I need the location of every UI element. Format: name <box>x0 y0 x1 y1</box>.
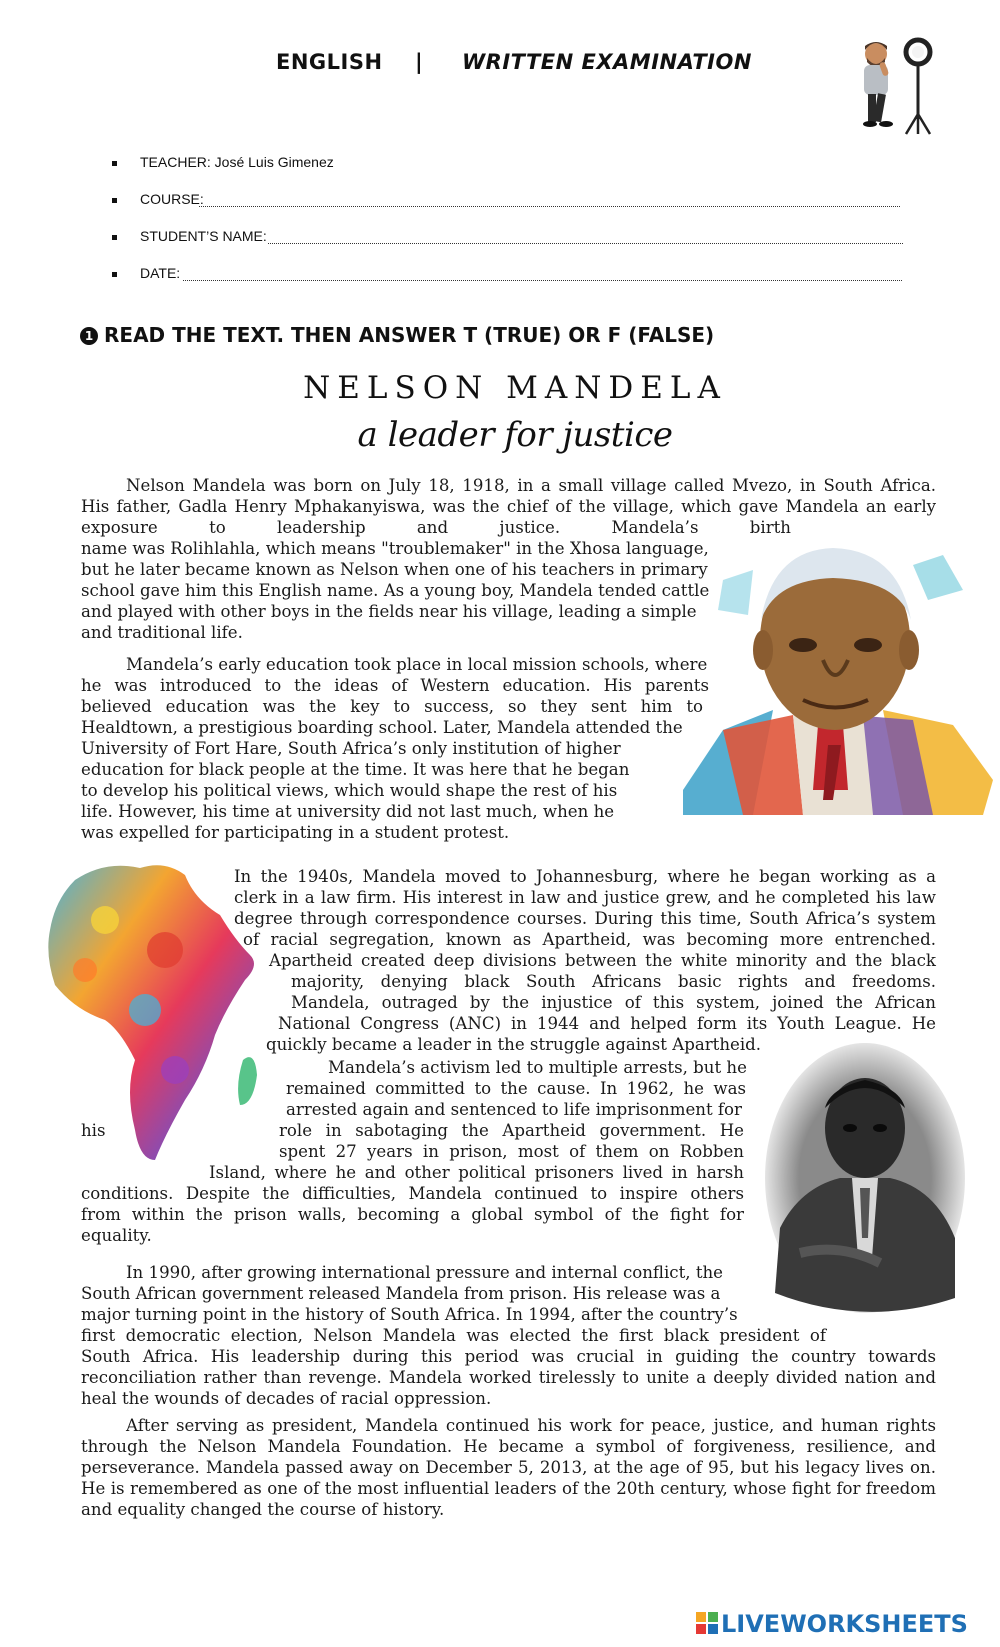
paragraph-4 <box>81 1057 746 1246</box>
student-name-blank-line[interactable] <box>268 235 903 244</box>
p2-line: University of Fort Hare, South Africa’s only institution of higher <box>81 739 621 758</box>
p5-line: South African government released Mandela from prison. His release was a <box>81 1284 721 1303</box>
teacher-field <box>112 154 912 195</box>
p2-line: education for black people at the time. It was here that he began <box>81 760 630 779</box>
p4-line: role in sabotaging the Apartheid government. He <box>279 1121 744 1140</box>
bullet-icon <box>112 161 117 166</box>
p2-line: to develop his political views, which would shape the rest of his <box>81 781 618 800</box>
paragraph-2 <box>81 654 721 843</box>
p1-line: name was Rolihlahla, which means "troublemaker" in the Xhosa language, <box>81 539 709 558</box>
student-info-list <box>112 154 912 306</box>
p5-line: major turning point in the history of South Africa. In 1994, after the country’s <box>81 1305 738 1324</box>
p2-line: Healdtown, a prestigious boarding school. Later, Mandela attended the <box>81 718 683 737</box>
p1-line: school gave him this English name. As a young boy, Mandela tended cattle <box>81 581 710 600</box>
p2-line: was expelled for participating in a student protest. <box>81 823 510 842</box>
p4-line: Mandela’s activism led to multiple arrests, but he <box>328 1058 747 1077</box>
p2-line: he was introduced to the ideas of Western education. His parents <box>81 676 709 695</box>
p4-line: from within the prison walls, becoming a global symbol of the fight for <box>81 1205 744 1224</box>
course-blank-line[interactable] <box>199 198 900 207</box>
p4-line-wrap <box>81 1120 746 1141</box>
bullet-icon <box>112 272 117 277</box>
paragraph-5 <box>81 1262 936 1409</box>
p3-line: quickly became a leader in the struggle against Apartheid. <box>266 1035 762 1054</box>
paragraph-1 <box>81 475 936 643</box>
p1-line: and traditional life. <box>81 623 243 642</box>
p1-line: but he later became known as Nelson when one of his teachers in primary <box>81 560 708 579</box>
liveworksheets-logo-icon <box>696 1612 718 1634</box>
student-name-label: STUDENT’S NAME: <box>140 228 267 244</box>
brand-name: LIVEWORKSHEETS <box>721 1610 968 1638</box>
p3-line: Mandela, outraged by the injustice of this system, joined the African <box>291 993 936 1012</box>
p2-line: life. However, his time at university did not last much, when he <box>81 802 615 821</box>
instruction-number: 1 <box>80 327 98 345</box>
paragraph-6 <box>81 1415 936 1520</box>
p5-line: In 1990, after growing international pressure and internal conflict, the <box>126 1263 723 1282</box>
p4-line: equality. <box>81 1226 152 1245</box>
p4-line: remained committed to the cause. In 1962, he was <box>286 1079 746 1098</box>
p5-line: first democratic election, Nelson Mandela was elected the first black president of <box>81 1326 826 1345</box>
student-name-field[interactable] <box>112 228 912 269</box>
p4-line: his <box>81 1121 106 1140</box>
p2-line: Mandela’s early education took place in local mission schools, where <box>126 655 708 674</box>
p3-line: In the 1940s, Mandela moved to Johannesburg, where he began working as a <box>234 867 936 886</box>
p1-line: Nelson Mandela was born on July 18, 1918, in a small village called Mvezo, in South Africa. <box>126 476 936 495</box>
p6-line: After serving as president, Mandela continued his work for peace, justice, and human rights <box>126 1416 936 1435</box>
p2-line: believed education was the key to success, so they sent him to <box>81 697 703 716</box>
p6-line: He is remembered as one of the most influential leaders of the 20th century, whose fight for freedom <box>81 1479 936 1498</box>
p1-line: and played with other boys in the fields near his village, leading a simple <box>81 602 697 621</box>
p6-line: perseverance. Mandela passed away on December 5, 2013, at the age of 95, but his legacy lives on. <box>81 1458 936 1477</box>
p1-line: His father, Gadla Henry Mphakanyiswa, was the chief of the village, which gave Mandela an early <box>81 497 936 516</box>
p3-line: majority, denying black South Africans basic rights and freedoms. <box>291 972 936 991</box>
p4-line: conditions. Despite the difficulties, Mandela continued to inspire others <box>81 1184 744 1203</box>
date-blank-line[interactable] <box>183 272 902 281</box>
date-field[interactable] <box>112 265 912 306</box>
header-separator: | <box>415 50 424 74</box>
p4-line: spent 27 years in prison, most of them on Robben <box>279 1142 744 1161</box>
p3-line: of racial segregation, known as Apartheid, was becoming more entrenched. <box>243 930 936 949</box>
p3-line: clerk in a law firm. His interest in law and justice grew, and he completed his law <box>234 888 936 907</box>
bullet-icon <box>112 235 117 240</box>
course-field[interactable] <box>112 191 912 232</box>
bullet-icon <box>112 198 117 203</box>
p6-line: and equality changed the course of history. <box>81 1500 445 1519</box>
exam-type-label: WRITTEN EXAMINATION <box>462 50 752 74</box>
p5-line: heal the wounds of decades of racial oppression. <box>81 1389 492 1408</box>
article-title: NELSON MANDELA <box>303 370 727 406</box>
teacher-avatar-icon <box>848 34 938 138</box>
course-label: COURSE: <box>140 191 204 207</box>
p1-line: exposure to leadership and justice. Mandela’s birth <box>81 518 791 537</box>
date-label: DATE: <box>140 265 181 281</box>
p5-line: reconciliation rather than revenge. Mandela worked tirelessly to unite a deeply divided nation and <box>81 1368 936 1387</box>
ring-light-icon <box>906 40 930 134</box>
teacher-label: TEACHER: José Luis Gimenez <box>140 154 334 170</box>
liveworksheets-logo[interactable] <box>696 1610 968 1638</box>
subject-label: ENGLISH <box>276 50 383 74</box>
article-subtitle: a leader for justice <box>357 415 673 455</box>
p3-line: National Congress (ANC) in 1944 and helped form its Youth League. He <box>278 1014 936 1033</box>
p4-line: arrested again and sentenced to life imprisonment for <box>286 1100 742 1119</box>
p3-line: Apartheid created deep divisions between the white minority and the black <box>269 951 936 970</box>
p3-line: degree through correspondence courses. During this time, South Africa’s system <box>234 909 936 928</box>
p5-line: South Africa. His leadership during this period was crucial in guiding the country towards <box>81 1347 936 1366</box>
paragraph-3 <box>81 866 936 1055</box>
p6-line: through the Nelson Mandela Foundation. He became a symbol of forgiveness, resilience, and <box>81 1437 936 1456</box>
p4-line: Island, where he and other political prisoners lived in harsh <box>209 1163 744 1182</box>
instruction-heading <box>80 323 714 347</box>
instruction-text: READ THE TEXT. THEN ANSWER T (TRUE) OR F (FALSE) <box>104 323 715 347</box>
